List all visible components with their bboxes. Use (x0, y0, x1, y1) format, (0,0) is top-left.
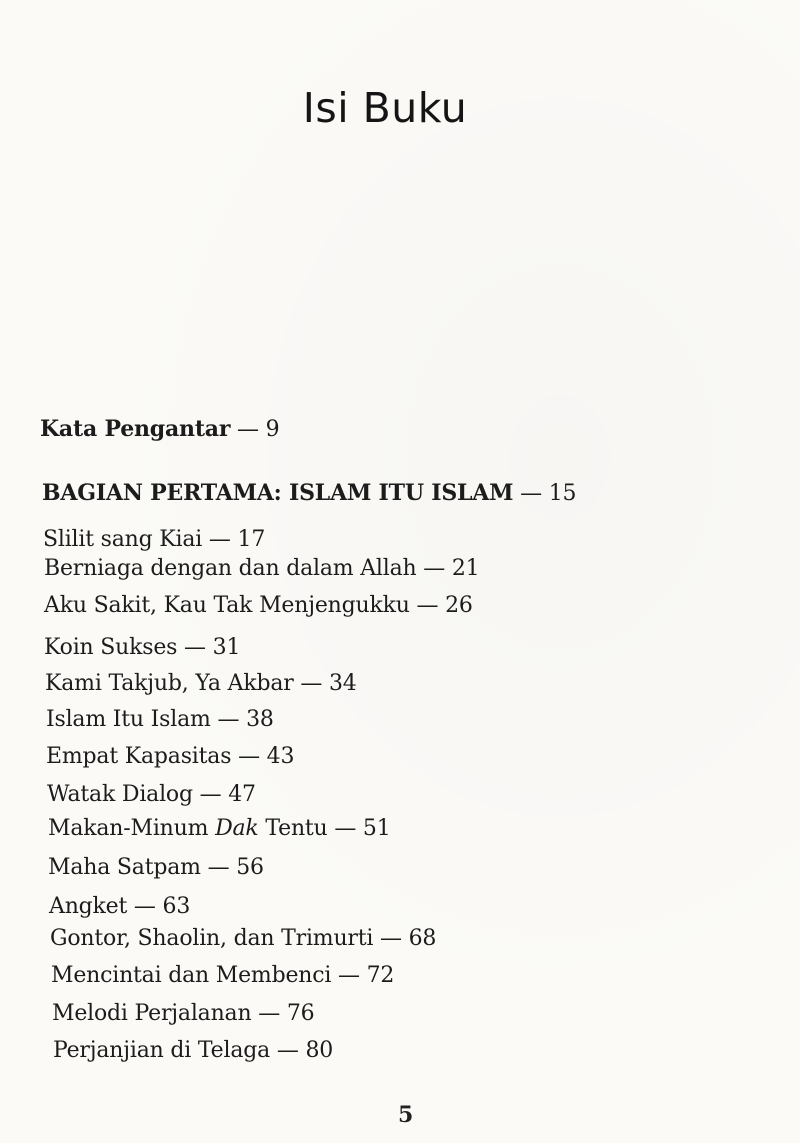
toc-entry-page: 9 (265, 417, 280, 442)
toc-entry-page: 38 (246, 707, 274, 732)
toc-entry-label: Aku Sakit, Kau Tak Menjengukku (44, 593, 410, 618)
toc-entry-separator: — (177, 635, 213, 660)
toc-entry-page: 63 (162, 894, 191, 919)
toc-entry (48, 854, 264, 882)
toc-entry-separator: — (270, 1038, 306, 1063)
toc-entry-page: 17 (237, 527, 266, 552)
toc-entry-label: Koin Sukses (44, 635, 178, 660)
toc-entry-page: 43 (266, 744, 295, 769)
toc-entry-separator: — (251, 1001, 287, 1026)
toc-entry-page: 34 (328, 671, 357, 696)
toc-entry-separator: — (231, 744, 267, 769)
toc-entry-label: Empat Kapasitas (46, 744, 232, 769)
toc-entry-label: Islam Itu Islam (46, 707, 211, 732)
toc-entry-separator: — (327, 816, 363, 841)
toc-entry (44, 634, 240, 662)
toc-entry-separator: — (127, 894, 163, 919)
toc-entry-page: 80 (305, 1038, 334, 1063)
toc-part-heading (42, 479, 576, 508)
toc-entry-page: 72 (366, 963, 395, 988)
toc-entry-label: Maha Satpam (48, 855, 201, 880)
toc-entry-label: Watak Dialog (47, 782, 193, 807)
toc-entry (53, 1037, 333, 1065)
toc-entry-label: Kami Takjub, Ya Akbar (45, 671, 294, 696)
toc-entry-separator: — (513, 481, 549, 506)
toc-part-label: BAGIAN PERTAMA: ISLAM ITU ISLAM (42, 480, 514, 506)
toc-entry-label-italic: Dak (215, 816, 259, 841)
toc-entry (47, 781, 256, 809)
toc-entry-separator: — (293, 671, 329, 696)
toc-entry-separator: — (202, 527, 238, 552)
toc-entry-separator: — (200, 855, 237, 880)
toc-entry-separator: — (230, 417, 266, 442)
toc-entry (45, 670, 357, 698)
toc-entry-page: 15 (548, 481, 577, 506)
toc-entry (49, 893, 190, 921)
toc-entry (50, 925, 436, 953)
toc-entry (52, 1000, 314, 1028)
toc-entry (48, 815, 391, 843)
toc-entry-separator: — (409, 593, 446, 618)
toc-entry-page: 47 (228, 782, 256, 807)
toc-entry-separator: — (210, 707, 247, 732)
toc-entry-page: 26 (445, 593, 473, 618)
toc-entry-label: Tentu (258, 816, 328, 841)
toc-entry-label: Angket (49, 894, 128, 919)
toc-entry (46, 706, 274, 734)
toc-entry-label: Makan-Minum (48, 816, 216, 841)
toc-entry-preface (40, 415, 279, 444)
toc-entry (51, 962, 394, 990)
toc-entry-label: Berniaga dengan dan dalam Allah (44, 556, 417, 581)
toc-entry-page: 31 (212, 635, 241, 660)
toc-entry-label: Perjanjian di Telaga (53, 1038, 271, 1063)
toc-entry-separator: — (373, 926, 409, 951)
toc-entry-label: Melodi Perjalanan (52, 1001, 252, 1026)
toc-entry-label: Mencintai dan Membenci (51, 963, 332, 988)
toc-entry-separator: — (416, 556, 452, 581)
toc-entry-page: 21 (451, 556, 480, 581)
toc-entry-page: 51 (362, 816, 391, 841)
toc-entry-page: 56 (236, 855, 264, 880)
toc-entry-label: Slilit sang Kiai (43, 527, 203, 552)
toc-entry-page: 76 (286, 1001, 315, 1026)
toc-entry (44, 555, 479, 583)
toc-entry (43, 526, 265, 554)
toc-entry-label: Kata Pengantar (40, 416, 231, 442)
toc-entry (46, 743, 294, 771)
page-title: Isi Buku (302, 84, 468, 132)
page-number: 5 (398, 1102, 414, 1128)
toc-entry-separator: — (192, 782, 229, 807)
toc-entry-label: Gontor, Shaolin, dan Trimurti (50, 926, 374, 951)
toc-entry-page: 68 (408, 926, 437, 951)
toc-entry (44, 592, 473, 620)
toc-entry-separator: — (331, 963, 367, 988)
